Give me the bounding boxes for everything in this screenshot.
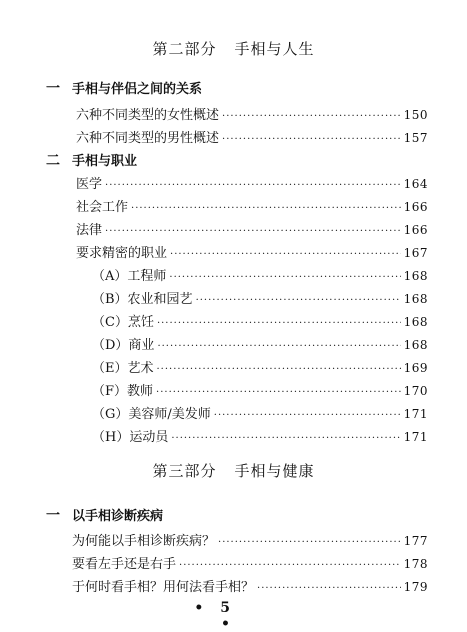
leader-dots <box>257 583 401 594</box>
entry-page: 171 <box>403 407 428 421</box>
toc-entry[interactable] <box>92 334 428 353</box>
entry-page: 171 <box>403 430 428 444</box>
entry-label: （G）美容师/美发师 <box>92 407 211 422</box>
part-number: 第二部分 <box>152 40 217 58</box>
entry-label: （H）运动员 <box>92 430 169 445</box>
part-number: 第三部分 <box>152 462 217 480</box>
entry-page: 170 <box>403 384 428 398</box>
toc-entry[interactable] <box>72 530 428 549</box>
part-title <box>0 460 467 481</box>
entry-page: 167 <box>403 246 428 260</box>
leader-dots <box>157 364 401 375</box>
entry-label: 六种不同类型的女性概述 <box>76 108 220 123</box>
entry-page: 168 <box>403 292 428 306</box>
entry-label: （C）烹饪 <box>92 315 154 330</box>
leader-dots <box>131 203 401 214</box>
toc-entry[interactable] <box>76 104 428 123</box>
part-name: 手相与人生 <box>234 40 315 58</box>
toc-entry[interactable] <box>76 242 428 261</box>
entry-page: 179 <box>403 580 428 594</box>
section-title: 手相与伴侣之间的关系 <box>72 82 203 97</box>
entry-page: 169 <box>403 361 428 375</box>
leader-dots <box>170 249 401 260</box>
leader-dots <box>105 180 401 191</box>
entry-label: 医学 <box>76 177 103 192</box>
entry-label: 六种不同类型的男性概述 <box>76 131 220 146</box>
section-heading <box>46 150 137 170</box>
leader-dots <box>214 410 401 421</box>
entry-label: 法律 <box>76 223 103 238</box>
leader-dots <box>105 226 401 237</box>
leader-dots <box>157 318 401 329</box>
entry-label: 于何时看手相？用何法看手相？ <box>72 580 255 595</box>
entry-page: 157 <box>403 131 428 145</box>
section-number: 二 <box>46 153 60 169</box>
toc-entry[interactable] <box>92 380 428 399</box>
toc-entry[interactable] <box>92 265 428 284</box>
entry-page: 178 <box>403 557 428 571</box>
toc-entry[interactable] <box>92 311 428 330</box>
leader-dots <box>157 341 400 352</box>
section-title: 手相与职业 <box>72 154 138 169</box>
toc-entry[interactable] <box>92 288 428 307</box>
toc-entry[interactable] <box>92 357 428 376</box>
leader-dots <box>222 111 401 122</box>
entry-page: 150 <box>403 108 428 122</box>
leader-dots <box>156 387 401 398</box>
toc-entry[interactable] <box>92 426 428 445</box>
leader-dots <box>218 537 401 548</box>
part-title <box>0 38 467 59</box>
part-name: 手相与健康 <box>234 462 315 480</box>
toc-entry[interactable] <box>76 127 428 146</box>
entry-label: （F）教师 <box>92 384 154 399</box>
section-number: 一 <box>46 508 60 524</box>
entry-label: 社会工作 <box>76 200 129 215</box>
entry-page: 168 <box>403 269 428 283</box>
entry-label: 要求精密的职业 <box>76 246 168 261</box>
entry-label: 要看左手还是右手 <box>72 557 177 572</box>
entry-page: 177 <box>403 534 428 548</box>
toc-entry[interactable] <box>76 219 428 238</box>
toc-entry[interactable] <box>76 196 428 215</box>
section-heading <box>46 505 163 525</box>
entry-page: 168 <box>403 315 428 329</box>
entry-label: 为何能以手相诊断疾病？ <box>72 534 216 549</box>
entry-page: 168 <box>403 338 428 352</box>
leader-dots <box>179 560 401 571</box>
entry-label: （A）工程师 <box>92 269 167 284</box>
leader-dots <box>196 295 401 306</box>
leader-dots <box>171 433 400 444</box>
page-number: • 5 • <box>194 600 236 632</box>
leader-dots <box>222 134 401 145</box>
entry-label: （E）艺术 <box>92 361 154 376</box>
leader-dots <box>169 272 400 283</box>
entry-page: 166 <box>403 223 428 237</box>
toc-entry[interactable] <box>72 553 428 572</box>
section-number: 一 <box>46 81 60 97</box>
entry-label: （D）商业 <box>92 338 155 353</box>
toc-entry[interactable] <box>76 173 428 192</box>
entry-page: 164 <box>403 177 428 191</box>
toc-entry[interactable] <box>92 403 428 422</box>
entry-page: 166 <box>403 200 428 214</box>
entry-label: （B）农业和园艺 <box>92 292 193 307</box>
section-title: 以手相诊断疾病 <box>72 509 164 524</box>
section-heading <box>46 78 202 98</box>
toc-entry[interactable] <box>72 576 428 595</box>
